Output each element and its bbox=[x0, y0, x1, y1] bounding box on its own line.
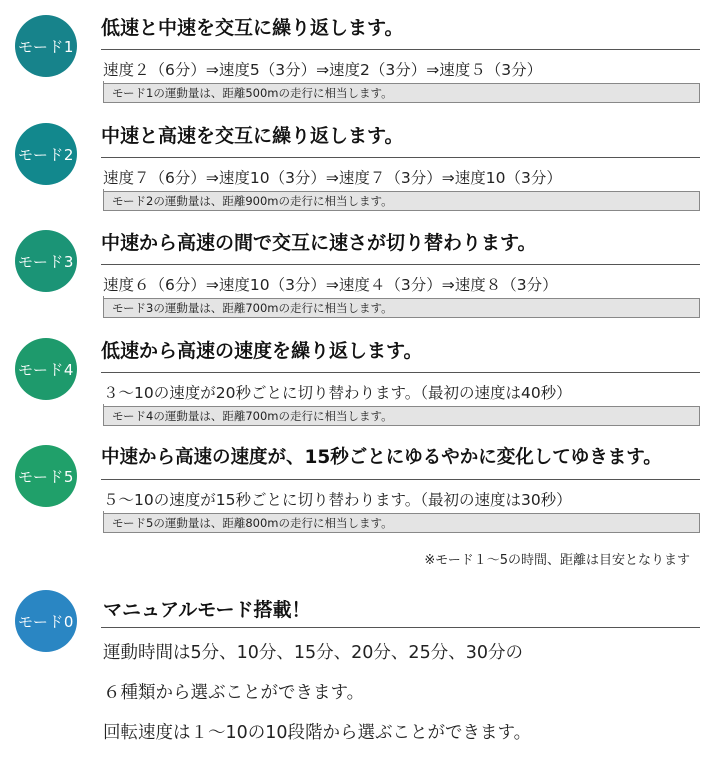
mode-1-note: モード1の運動量は、距離500mの走行に相当します。 bbox=[103, 83, 700, 103]
mode-1-badge: モード1 bbox=[15, 15, 77, 77]
mode-5-title: 中速から高速の速度が、15秒ごとにゆるやかに変化してゆきます。 bbox=[101, 447, 662, 468]
mode-3-badge: モード3 bbox=[15, 230, 77, 292]
mode-4-badge: モード4 bbox=[15, 338, 77, 400]
mode-2-note: モード2の運動量は、距離900mの走行に相当します。 bbox=[103, 191, 700, 211]
mode-4-speeds: ３～10の速度が20秒ごとに切り替わります。（最初の速度は40秒） bbox=[103, 384, 572, 402]
mode-5-badge: モード5 bbox=[15, 445, 77, 507]
manual-mode-title: マニュアルモード搭載！ bbox=[103, 599, 311, 621]
mode-2-speeds: 速度７（6分）⇒速度10（3分）⇒速度７（3分）⇒速度10（3分） bbox=[103, 169, 562, 187]
mode-4-title: 低速から高速の速度を繰り返します。 bbox=[101, 340, 423, 362]
mode-2-divider bbox=[101, 157, 700, 158]
manual-mode-line-2: ６種類から選ぶことができます。 bbox=[103, 683, 365, 703]
mode-4-note: モード4の運動量は、距離700mの走行に相当します。 bbox=[103, 406, 700, 426]
manual-mode-line-1: 運動時間は5分、10分、15分、20分、25分、30分の bbox=[103, 643, 523, 663]
mode-4-divider bbox=[101, 372, 700, 373]
mode-2-section bbox=[0, 121, 720, 216]
mode-1-speeds: 速度２（6分）⇒速度5（3分）⇒速度2（3分）⇒速度５（3分） bbox=[103, 61, 543, 79]
mode-3-section bbox=[0, 228, 720, 323]
mode-1-title: 低速と中速を交互に繰り返します。 bbox=[101, 17, 404, 39]
manual-mode-divider bbox=[101, 627, 700, 628]
mode-4-section bbox=[0, 336, 720, 431]
mode-5-speeds: ５～10の速度が15秒ごとに切り替わります。（最初の速度は30秒） bbox=[103, 491, 572, 509]
mode-2-badge: モード2 bbox=[15, 123, 77, 185]
mode-0-badge: モード0 bbox=[15, 590, 77, 652]
manual-mode-line-3: 回転速度は１～10の10段階から選ぶことができます。 bbox=[103, 723, 532, 743]
mode-3-divider bbox=[101, 264, 700, 265]
mode-5-note: モード5の運動量は、距離800mの走行に相当します。 bbox=[103, 513, 700, 533]
mode-1-section bbox=[0, 13, 720, 108]
mode-3-speeds: 速度６（6分）⇒速度10（3分）⇒速度４（3分）⇒速度８（3分） bbox=[103, 276, 558, 294]
mode-3-title: 中速から高速の間で交互に速さが切り替わります。 bbox=[101, 232, 537, 254]
mode-5-divider bbox=[101, 479, 700, 480]
mode-3-note: モード3の運動量は、距離700mの走行に相当します。 bbox=[103, 298, 700, 318]
mode-1-divider bbox=[101, 49, 700, 50]
mode-5-section bbox=[0, 443, 720, 538]
mode-2-title: 中速と高速を交互に繰り返します。 bbox=[101, 125, 404, 147]
footnote: ※モード１～5の時間、距離は目安となります bbox=[424, 553, 690, 568]
